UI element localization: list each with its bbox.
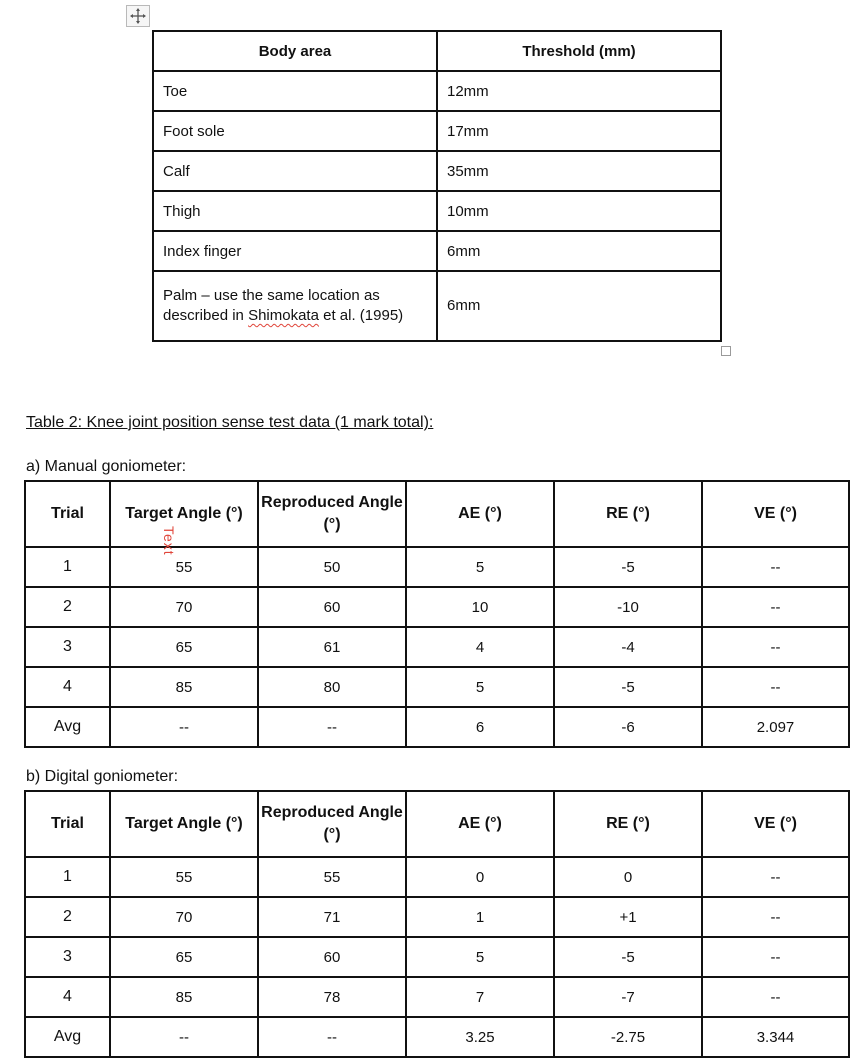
re-cell[interactable]: -7 xyxy=(554,977,702,1017)
reproduced-angle-cell[interactable]: 80 xyxy=(258,667,406,707)
ve-cell[interactable]: 3.344 xyxy=(702,1017,849,1057)
trial-cell[interactable]: 3 xyxy=(25,627,110,667)
target-angle-cell[interactable]: -- xyxy=(110,707,258,747)
table-header-row xyxy=(25,791,849,857)
body-area-cell[interactable]: Index finger xyxy=(153,231,437,271)
move-arrows-icon xyxy=(127,6,149,26)
body-area-cell[interactable]: Toe xyxy=(153,71,437,111)
re-cell[interactable]: -5 xyxy=(554,547,702,587)
ve-cell[interactable]: -- xyxy=(702,897,849,937)
re-cell[interactable]: -4 xyxy=(554,627,702,667)
trial-cell[interactable]: Avg xyxy=(25,707,110,747)
re-cell[interactable]: -6 xyxy=(554,707,702,747)
citation-text: et al. (1995) xyxy=(318,307,404,324)
re-cell[interactable]: -5 xyxy=(554,937,702,977)
threshold-table xyxy=(152,30,722,342)
palm-text: Palm – use the same location as described in xyxy=(163,287,380,324)
trial-cell[interactable]: 2 xyxy=(25,897,110,937)
trial-cell[interactable]: 1 xyxy=(25,547,110,587)
ae-cell[interactable]: 5 xyxy=(406,937,554,977)
reproduced-angle-cell[interactable]: 60 xyxy=(258,937,406,977)
table-row xyxy=(153,111,721,151)
header-re[interactable]: RE (°) xyxy=(554,791,702,857)
manual-goniometer-table xyxy=(24,480,850,748)
ve-cell[interactable]: -- xyxy=(702,667,849,707)
header-ve[interactable]: VE (°) xyxy=(702,481,849,547)
reproduced-angle-cell[interactable]: 60 xyxy=(258,587,406,627)
misspelled-word: Shimokata xyxy=(248,307,319,324)
target-angle-cell[interactable]: 65 xyxy=(110,937,258,977)
header-ve[interactable]: VE (°) xyxy=(702,791,849,857)
table-row xyxy=(25,897,849,937)
table-header-row xyxy=(25,481,849,547)
ae-cell[interactable]: 4 xyxy=(406,627,554,667)
threshold-cell[interactable]: 6mm xyxy=(437,271,721,341)
table-row xyxy=(25,857,849,897)
target-angle-cell[interactable]: 70 xyxy=(110,897,258,937)
header-re[interactable]: RE (°) xyxy=(554,481,702,547)
manual-goniometer-heading: a) Manual goniometer: xyxy=(26,458,187,475)
table-row xyxy=(153,151,721,191)
header-reproduced-angle[interactable]: Reproduced Angle (°) xyxy=(258,791,406,857)
reproduced-angle-cell[interactable]: 50 xyxy=(258,547,406,587)
table-row xyxy=(25,937,849,977)
re-cell[interactable]: -2.75 xyxy=(554,1017,702,1057)
table-row xyxy=(153,231,721,271)
target-angle-cell[interactable]: 70 xyxy=(110,587,258,627)
header-ae[interactable]: AE (°) xyxy=(406,791,554,857)
ve-cell[interactable]: -- xyxy=(702,937,849,977)
target-angle-cell[interactable]: 55 xyxy=(110,547,258,587)
body-area-cell[interactable] xyxy=(153,271,437,341)
target-angle-cell[interactable]: 65 xyxy=(110,627,258,667)
text-overlay-marker: Text xyxy=(161,526,177,556)
header-target-angle[interactable]: Target Angle (°) xyxy=(110,791,258,857)
reproduced-angle-cell[interactable]: 61 xyxy=(258,627,406,667)
ve-cell[interactable]: -- xyxy=(702,587,849,627)
ve-cell[interactable]: -- xyxy=(702,977,849,1017)
reproduced-angle-cell[interactable]: 55 xyxy=(258,857,406,897)
table-resize-handle[interactable] xyxy=(721,346,731,356)
table2-caption: Table 2: Knee joint position sense test data (1 mark total): xyxy=(26,414,434,431)
body-area-cell[interactable]: Calf xyxy=(153,151,437,191)
target-angle-cell[interactable]: 55 xyxy=(110,857,258,897)
trial-cell[interactable]: 1 xyxy=(25,857,110,897)
trial-cell[interactable]: 4 xyxy=(25,977,110,1017)
ve-cell[interactable]: 2.097 xyxy=(702,707,849,747)
trial-cell[interactable]: Avg xyxy=(25,1017,110,1057)
target-angle-cell[interactable]: 85 xyxy=(110,667,258,707)
body-area-cell[interactable]: Foot sole xyxy=(153,111,437,151)
reproduced-angle-cell[interactable]: 71 xyxy=(258,897,406,937)
table-row xyxy=(25,627,849,667)
header-body-area[interactable]: Body area xyxy=(153,31,437,71)
target-angle-cell[interactable]: -- xyxy=(110,1017,258,1057)
ae-cell[interactable]: 5 xyxy=(406,547,554,587)
threshold-cell[interactable]: 17mm xyxy=(437,111,721,151)
table-row xyxy=(153,71,721,111)
header-target-angle[interactable]: Target Angle (°) xyxy=(110,481,258,547)
re-cell[interactable]: +1 xyxy=(554,897,702,937)
table-row xyxy=(25,587,849,627)
table-row xyxy=(25,547,849,587)
header-trial[interactable]: Trial xyxy=(25,481,110,547)
table-row xyxy=(153,271,721,341)
header-ae[interactable]: AE (°) xyxy=(406,481,554,547)
ve-cell[interactable]: -- xyxy=(702,547,849,587)
threshold-cell[interactable]: 12mm xyxy=(437,71,721,111)
digital-goniometer-table xyxy=(24,790,850,1058)
trial-cell[interactable]: 4 xyxy=(25,667,110,707)
ve-cell[interactable]: -- xyxy=(702,627,849,667)
table-row xyxy=(25,977,849,1017)
ae-cell[interactable]: 3.25 xyxy=(406,1017,554,1057)
table-move-handle[interactable] xyxy=(126,5,150,27)
threshold-cell[interactable]: 10mm xyxy=(437,191,721,231)
reproduced-angle-cell[interactable]: 78 xyxy=(258,977,406,1017)
ae-cell[interactable]: 7 xyxy=(406,977,554,1017)
header-threshold[interactable]: Threshold (mm) xyxy=(437,31,721,71)
target-angle-cell[interactable]: 85 xyxy=(110,977,258,1017)
header-reproduced-angle[interactable]: Reproduced Angle (°) xyxy=(258,481,406,547)
table-row xyxy=(25,667,849,707)
table-row xyxy=(25,1017,849,1057)
ae-cell[interactable]: 6 xyxy=(406,707,554,747)
threshold-cell[interactable]: 35mm xyxy=(437,151,721,191)
threshold-cell[interactable]: 6mm xyxy=(437,231,721,271)
trial-cell[interactable]: 3 xyxy=(25,937,110,977)
re-cell[interactable]: -10 xyxy=(554,587,702,627)
ae-cell[interactable]: 5 xyxy=(406,667,554,707)
trial-cell[interactable]: 2 xyxy=(25,587,110,627)
table-header-row xyxy=(153,31,721,71)
ae-cell[interactable]: 1 xyxy=(406,897,554,937)
reproduced-angle-cell[interactable]: -- xyxy=(258,1017,406,1057)
ae-cell[interactable]: 0 xyxy=(406,857,554,897)
re-cell[interactable]: -5 xyxy=(554,667,702,707)
ve-cell[interactable]: -- xyxy=(702,857,849,897)
reproduced-angle-cell[interactable]: -- xyxy=(258,707,406,747)
table-row xyxy=(25,707,849,747)
digital-goniometer-heading: b) Digital goniometer: xyxy=(26,768,179,785)
header-trial[interactable]: Trial xyxy=(25,791,110,857)
table-row xyxy=(153,191,721,231)
body-area-cell[interactable]: Thigh xyxy=(153,191,437,231)
re-cell[interactable]: 0 xyxy=(554,857,702,897)
ae-cell[interactable]: 10 xyxy=(406,587,554,627)
